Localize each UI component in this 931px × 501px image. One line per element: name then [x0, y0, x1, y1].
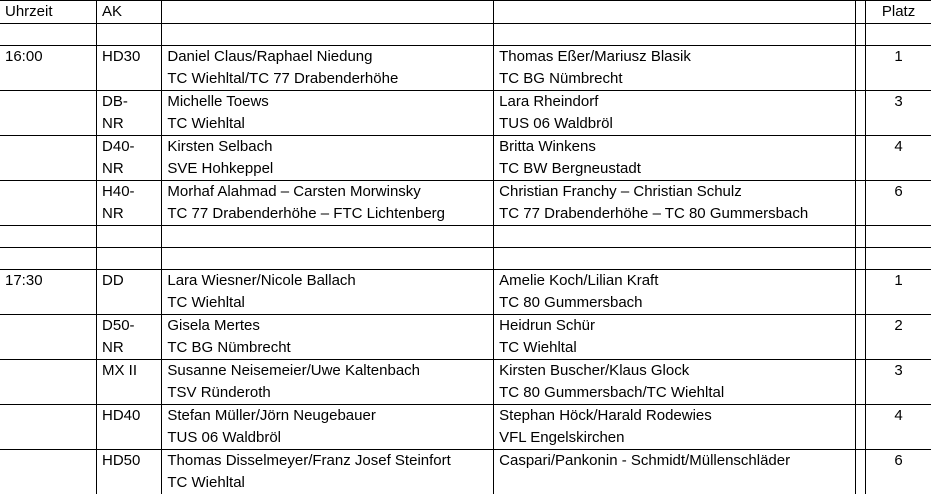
player1-cell: Stefan Müller/Jörn Neugebauer TUS 06 Waldbröl: [162, 405, 494, 450]
platz-cell: 6: [866, 450, 931, 495]
table-row: [0, 270, 931, 315]
spacer-cell: [856, 91, 866, 136]
ak-cell: HD40: [97, 405, 162, 450]
header-player1: [162, 1, 494, 24]
time-cell: [0, 136, 97, 181]
spacer-row: [0, 248, 931, 270]
player1-cell: Morhaf Alahmad – Carsten Morwinsky TC 77 Drabenderhöhe – FTC Lichtenberg: [162, 181, 494, 226]
time-cell: [0, 181, 97, 226]
header-spacer: [856, 1, 866, 24]
ak-cell: D50- NR: [97, 315, 162, 360]
spacer-cell: [856, 450, 866, 495]
ak-cell: DB- NR: [97, 91, 162, 136]
platz-cell: 3: [866, 360, 931, 405]
spacer-cell: [856, 46, 866, 91]
player2-cell: Stephan Höck/Harald Rodewies VFL Engelskirchen: [494, 405, 856, 450]
spacer-row: [0, 226, 931, 248]
spacer-cell: [856, 405, 866, 450]
spacer-cell: [856, 360, 866, 405]
time-cell: [0, 91, 97, 136]
spacer-row: [0, 24, 931, 46]
table-row: [0, 405, 931, 450]
header-platz: Platz: [866, 1, 931, 24]
header-ak: AK: [97, 1, 162, 24]
player2-cell: Amelie Koch/Lilian Kraft TC 80 Gummersbach: [494, 270, 856, 315]
player1-cell: Kirsten Selbach SVE Hohkeppel: [162, 136, 494, 181]
table-row: [0, 91, 931, 136]
player1-cell: Lara Wiesner/Nicole Ballach TC Wiehltal: [162, 270, 494, 315]
time-cell: [0, 315, 97, 360]
platz-cell: 1: [866, 46, 931, 91]
ak-cell: MX II: [97, 360, 162, 405]
header-time: Uhrzeit: [0, 1, 97, 24]
player2-cell: Lara Rheindorf TUS 06 Waldbröl: [494, 91, 856, 136]
player2-cell: Heidrun Schür TC Wiehltal: [494, 315, 856, 360]
table-row: [0, 450, 931, 495]
spacer-cell: [856, 136, 866, 181]
header-player2: [494, 1, 856, 24]
time-cell: 16:00: [0, 46, 97, 91]
platz-cell: 1: [866, 270, 931, 315]
table-row: [0, 46, 931, 91]
ak-cell: DD: [97, 270, 162, 315]
player2-cell: Thomas Eßer/Mariusz Blasik TC BG Nümbrecht: [494, 46, 856, 91]
player1-cell: Michelle Toews TC Wiehltal: [162, 91, 494, 136]
player1-cell: Thomas Disselmeyer/Franz Josef Steinfort TC Wiehltal: [162, 450, 494, 495]
time-cell: [0, 405, 97, 450]
table-row: [0, 360, 931, 405]
player2-cell: Britta Winkens TC BW Bergneustadt: [494, 136, 856, 181]
platz-cell: 3: [866, 91, 931, 136]
ak-cell: D40- NR: [97, 136, 162, 181]
platz-cell: 4: [866, 405, 931, 450]
table-header-row: [0, 1, 931, 24]
ak-cell: HD30: [97, 46, 162, 91]
player2-cell: Caspari/Pankonin - Schmidt/Müllenschläder: [494, 450, 856, 495]
player2-cell: Kirsten Buscher/Klaus Glock TC 80 Gummersbach/TC Wiehltal: [494, 360, 856, 405]
player1-cell: Gisela Mertes TC BG Nümbrecht: [162, 315, 494, 360]
table-row: [0, 136, 931, 181]
table-row: [0, 181, 931, 226]
platz-cell: 2: [866, 315, 931, 360]
table-row: [0, 315, 931, 360]
ak-cell: H40- NR: [97, 181, 162, 226]
platz-cell: 4: [866, 136, 931, 181]
player1-cell: Susanne Neisemeier/Uwe Kaltenbach TSV Ründeroth: [162, 360, 494, 405]
spacer-cell: [856, 270, 866, 315]
player1-cell: Daniel Claus/Raphael Niedung TC Wiehltal/TC 77 Drabenderhöhe: [162, 46, 494, 91]
platz-cell: 6: [866, 181, 931, 226]
time-cell: [0, 450, 97, 495]
player2-cell: Christian Franchy – Christian Schulz TC 77 Drabenderhöhe – TC 80 Gummersbach: [494, 181, 856, 226]
time-cell: [0, 360, 97, 405]
spacer-cell: [856, 315, 866, 360]
spacer-cell: [856, 181, 866, 226]
ak-cell: HD50: [97, 450, 162, 495]
time-cell: 17:30: [0, 270, 97, 315]
